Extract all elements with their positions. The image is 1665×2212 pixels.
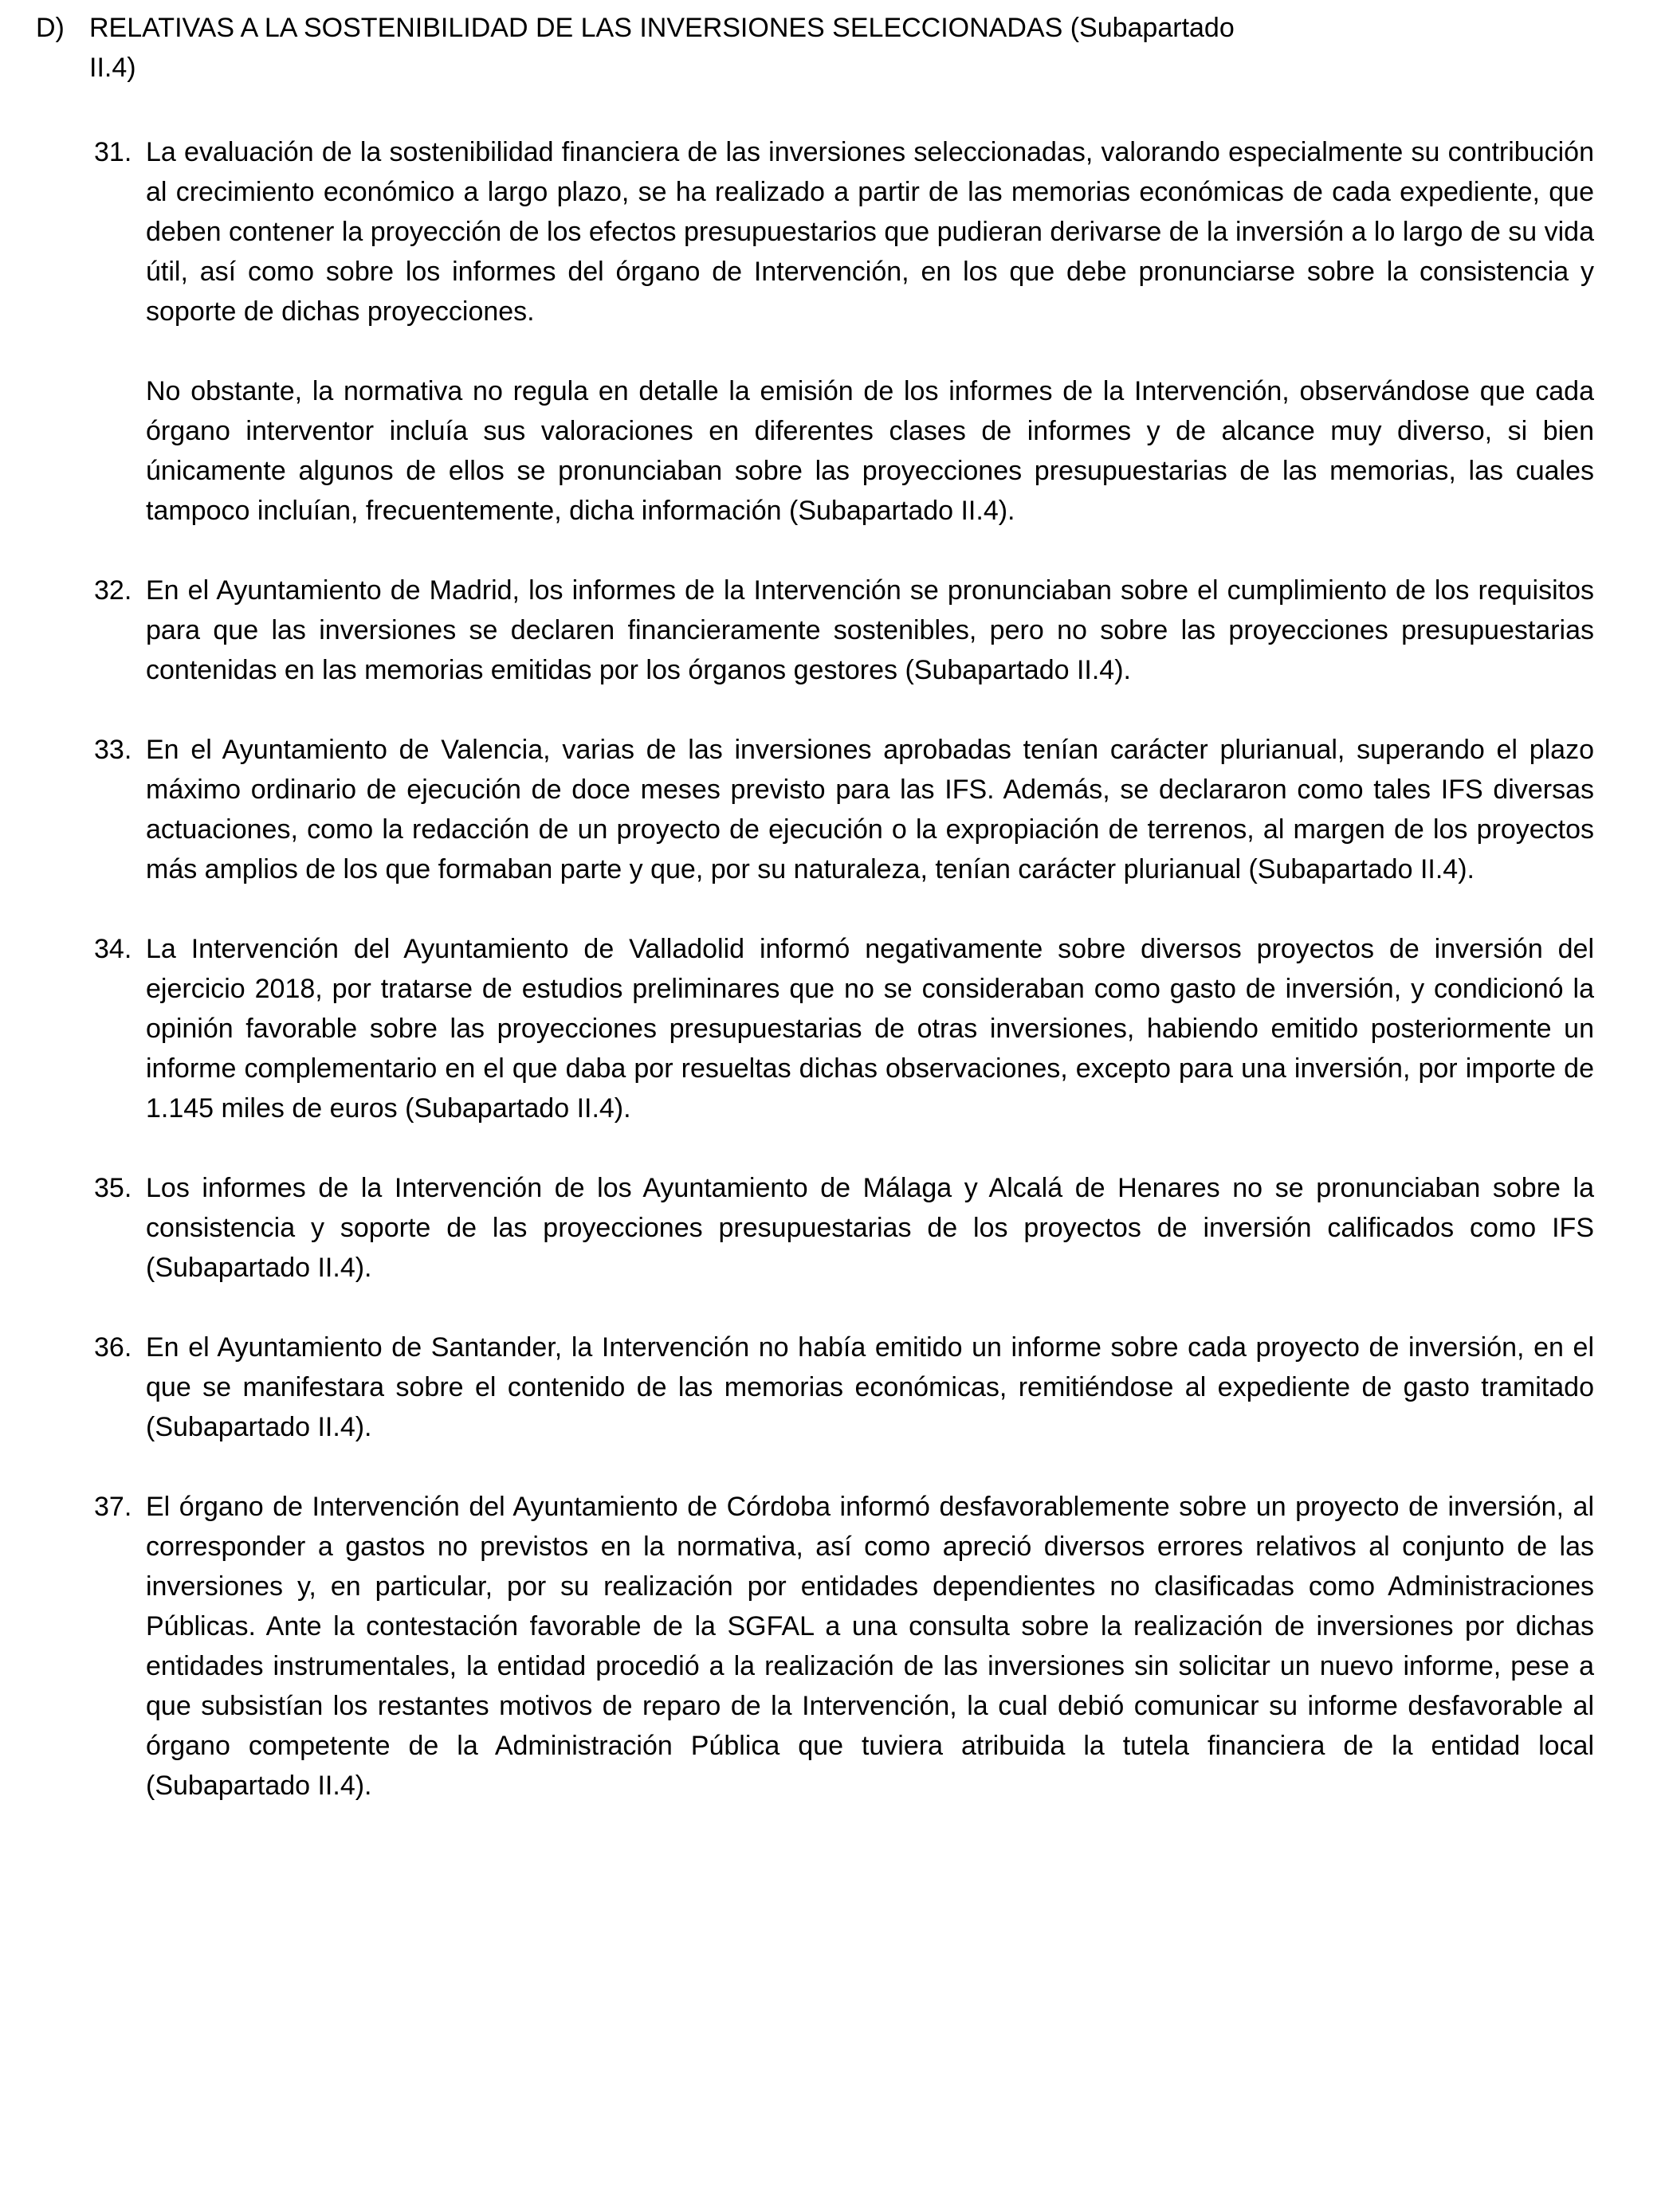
- numbered-paragraph-36: [36, 1328, 1594, 1447]
- continuation-paragraph-31: [36, 371, 1594, 531]
- paragraph-text: En el Ayuntamiento de Madrid, los informes de la Intervención se pronunciaban sobre el cumplimiento de los requisitos para que las inversiones se declaren financieramente sostenibles, pero no sobre las proyecciones presupuestarias contenidas en las memorias emitidas por los órganos gestores (Subapartado II.4).: [146, 575, 1594, 685]
- section-heading: [36, 8, 1594, 88]
- numbered-paragraph-35: [36, 1168, 1594, 1288]
- paragraph-number: 32.: [94, 575, 132, 606]
- section-title-line-2: II.4): [89, 53, 136, 83]
- paragraph-number: 36.: [94, 1332, 132, 1363]
- paragraph-text: La evaluación de la sostenibilidad financiera de las inversiones seleccionadas, valorando especialmente su contribución al crecimiento económico a largo plazo, se ha realizado a partir de las memorias económicas de cada expediente, que deben contener la proyección de los efectos presupuestarios que pudieran derivarse de la inversión a lo largo de su vida útil, así como sobre los informes del órgano de Intervención, en los que debe pronunciarse sobre la consistencia y soporte de dichas proyecciones.: [146, 137, 1594, 327]
- paragraph-text: No obstante, la normativa no regula en detalle la emisión de los informes de la Intervención, observándose que cada órgano interventor incluía sus valoraciones en diferentes clases de informes y de alcance muy diverso, si bien únicamente algunos de ellos se pronunciaban sobre las proyecciones presupuestarias de las memorias, las cuales tampoco incluían, frecuentemente, dicha información (Subapartado II.4).: [146, 376, 1594, 526]
- paragraph-number: 35.: [94, 1173, 132, 1203]
- numbered-paragraph-34: [36, 929, 1594, 1128]
- numbered-paragraph-31: [36, 132, 1594, 331]
- paragraph-number: 37.: [94, 1492, 132, 1522]
- section-label: D): [36, 13, 65, 43]
- paragraph-text: En el Ayuntamiento de Santander, la Intervención no había emitido un informe sobre cada proyecto de inversión, en el que se manifestara sobre el contenido de las memorias económicas, remitiéndose al expediente de gasto tramitado (Subapartado II.4).: [146, 1332, 1594, 1442]
- paragraph-text: En el Ayuntamiento de Valencia, varias de las inversiones aprobadas tenían carácter plurianual, superando el plazo máximo ordinario de ejecución de doce meses previsto para las IFS. Además, se declararon como tales IFS diversas actuaciones, como la redacción de un proyecto de ejecución o la expropiación de terrenos, al margen de los proyectos más amplios de los que formaban parte y que, por su naturaleza, tenían carácter plurianual (Subapartado II.4).: [146, 735, 1594, 884]
- paragraph-text: Los informes de la Intervención de los Ayuntamiento de Málaga y Alcalá de Henares no se pronunciaban sobre la consistencia y soporte de las proyecciones presupuestarias de los proyectos de inversión calificados como IFS (Subapartado II.4).: [146, 1173, 1594, 1283]
- numbered-paragraph-32: [36, 571, 1594, 690]
- numbered-paragraph-33: [36, 730, 1594, 889]
- paragraph-number: 33.: [94, 735, 132, 765]
- section-title: [89, 8, 1594, 88]
- paragraph-text: El órgano de Intervención del Ayuntamiento de Córdoba informó desfavorablemente sobre un proyecto de inversión, al corresponder a gastos no previstos en la normativa, así como apreció diversos errores relativos al conjunto de las inversiones y, en particular, por su realización por entidades dependientes no clasificadas como Administraciones Públicas. Ante la contestación favorable de la SGFAL a una consulta sobre la realización de inversiones por dichas entidades instrumentales, la entidad procedió a la realización de las inversiones sin solicitar un nuevo informe, pese a que subsistían los restantes motivos de reparo de la Intervención, la cual debió comunicar su informe desfavorable al órgano competente de la Administración Pública que tuviera atribuida la tutela financiera de la entidad local (Subapartado II.4).: [146, 1492, 1594, 1801]
- section-title-line-1: RELATIVAS A LA SOSTENIBILIDAD DE LAS INVERSIONES SELECCIONADAS (Subapartado: [89, 13, 1235, 43]
- paragraph-number: 31.: [94, 137, 132, 167]
- numbered-paragraph-37: [36, 1487, 1594, 1806]
- paragraph-number: 34.: [94, 934, 132, 964]
- paragraph-text: La Intervención del Ayuntamiento de Valladolid informó negativamente sobre diversos proyectos de inversión del ejercicio 2018, por tratarse de estudios preliminares que no se consideraban como gasto de inversión, y condicionó la opinión favorable sobre las proyecciones presupuestarias de otras inversiones, habiendo emitido posteriormente un informe complementario en el que daba por resueltas dichas observaciones, excepto para una inversión, por importe de 1.145 miles de euros (Subapartado II.4).: [146, 934, 1594, 1124]
